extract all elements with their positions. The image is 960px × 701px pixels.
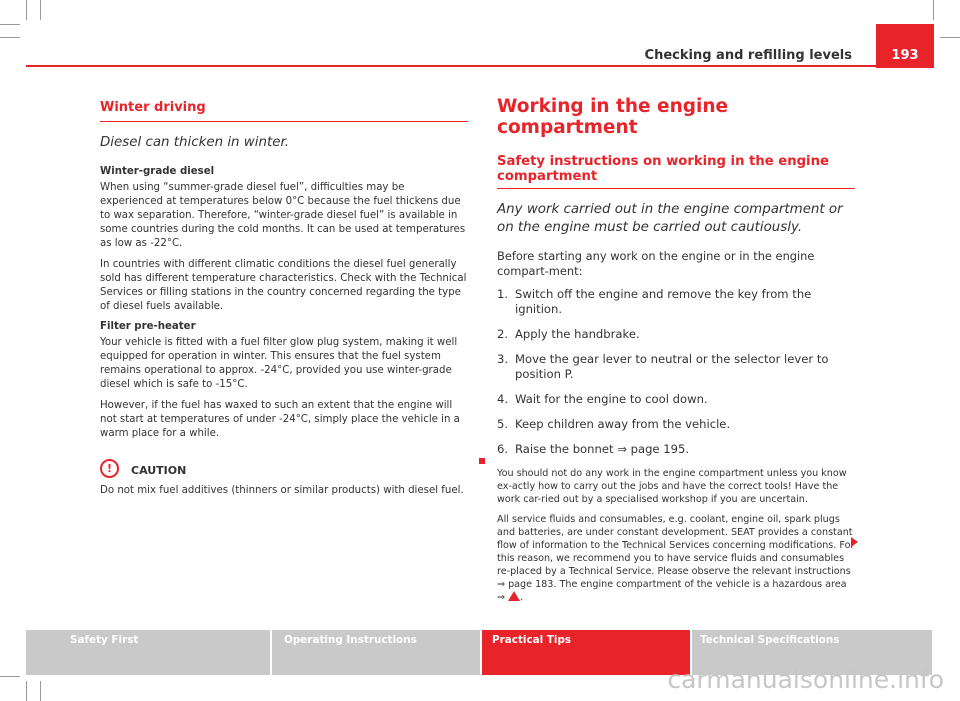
page-number: 193 [876,24,934,68]
paragraph: You should not do any work in the engine compartment unless you know ex-actly how to carry out the jobs and have the correct tools! Have the work car-ried out by a specialised workshop if you are uncertain. [497,468,847,505]
paragraph: Your vehicle is fitted with a fuel filter glow plug system, making it well equipped for operation in winter. This ensures that the fuel system remains operational to approx. -24°C, provided you use winter-grade diesel which is safe to -15°C. [100,337,458,390]
list-item: 3. Move the gear lever to neutral or the selector lever to position P. [497,352,829,381]
crop-mark [26,0,27,20]
section-lead: Diesel can thicken in winter. [100,135,289,150]
subheading-winter-grade-diesel: Winter-grade diesel [100,166,215,177]
crop-mark [40,0,41,20]
header-rule [26,65,876,67]
crop-mark [26,681,27,701]
crop-mark [933,0,934,20]
chapter-title: Working in the engine compartment [497,96,729,138]
crop-mark [0,37,20,38]
caution-icon: ! [100,459,119,478]
caution-label: CAUTION [131,464,187,477]
crop-mark [0,676,20,677]
left-column [100,96,468,505]
crop-mark [0,24,20,25]
caution-box [100,459,468,478]
tab-safety-first[interactable]: Safety First [26,630,270,675]
paragraph: All service fluids and consumables, e.g. coolant, engine oil, spark plugs and batteries, are under constant development. SEAT provides a constant flow of information to the Technical Services concerning modifications. For this reason, we recommend you to have service fluids and consumables re-placed by a Technical Service. Please observe the relevant instructions ⇒ page 183. The engine compartment of the vehicle is a hazardous area ⇒ . [497,514,855,603]
list-item: 6. Raise the bonnet ⇒ page 195. [497,442,690,456]
right-column [497,96,855,611]
continue-arrow-icon [851,537,858,547]
crop-mark [40,681,41,701]
section-lead: Any work carried out in the engine compartment or on the engine must be carried out cautiously. [497,202,843,235]
section-title-winter-driving: Winter driving [100,100,468,122]
tab-operating-instructions[interactable]: Operating Instructions [272,630,480,675]
list-item: 2. Apply the handbrake. [497,327,640,341]
subheading-filter-pre-heater: Filter pre-heater [100,321,196,332]
running-header-title: Checking and refilling levels [644,48,852,63]
warning-triangle-icon[interactable] [508,591,520,601]
section-end-marker [479,458,485,464]
list-item: 1. Switch off the engine and remove the key from the ignition. [497,287,812,316]
paragraph: In countries with different climatic conditions the diesel fuel generally sold has different temperature characteristics. Check with the Technical Services or filling stations in the country concerned regarding the type of diesel fuels available. [100,259,467,312]
section-title-safety-instructions: Safety instructions on working in the engine compartment [497,154,855,189]
crop-mark [940,37,960,38]
caution-text: Do not mix fuel additives (thinners or similar products) with diesel fuel. [100,485,464,496]
intro-paragraph: Before starting any work on the engine or in the engine compart-ment: [497,249,815,278]
watermark: carmanualsonline.info [667,665,944,694]
paragraph: When using “summer-grade diesel fuel”, difficulties may be experienced at temperatures below 0°C because the fuel thickens due to wax separation. Therefore, “winter-grade diesel fuel” is available in some countries during the cold months. It can be used at temperatures as low as -22°C. [100,182,466,249]
list-item: 5. Keep children away from the vehicle. [497,417,731,431]
paragraph: However, if the fuel has waxed to such an extent that the engine will not start at temperatures of under -24°C, simply place the vehicle in a warm place for a while. [100,400,460,439]
tab-practical-tips[interactable]: Practical Tips [482,630,690,675]
tab-technical-specifications[interactable]: Technical Specifications [692,630,932,675]
step-list [497,287,855,457]
list-item: 4. Wait for the engine to cool down. [497,392,708,406]
